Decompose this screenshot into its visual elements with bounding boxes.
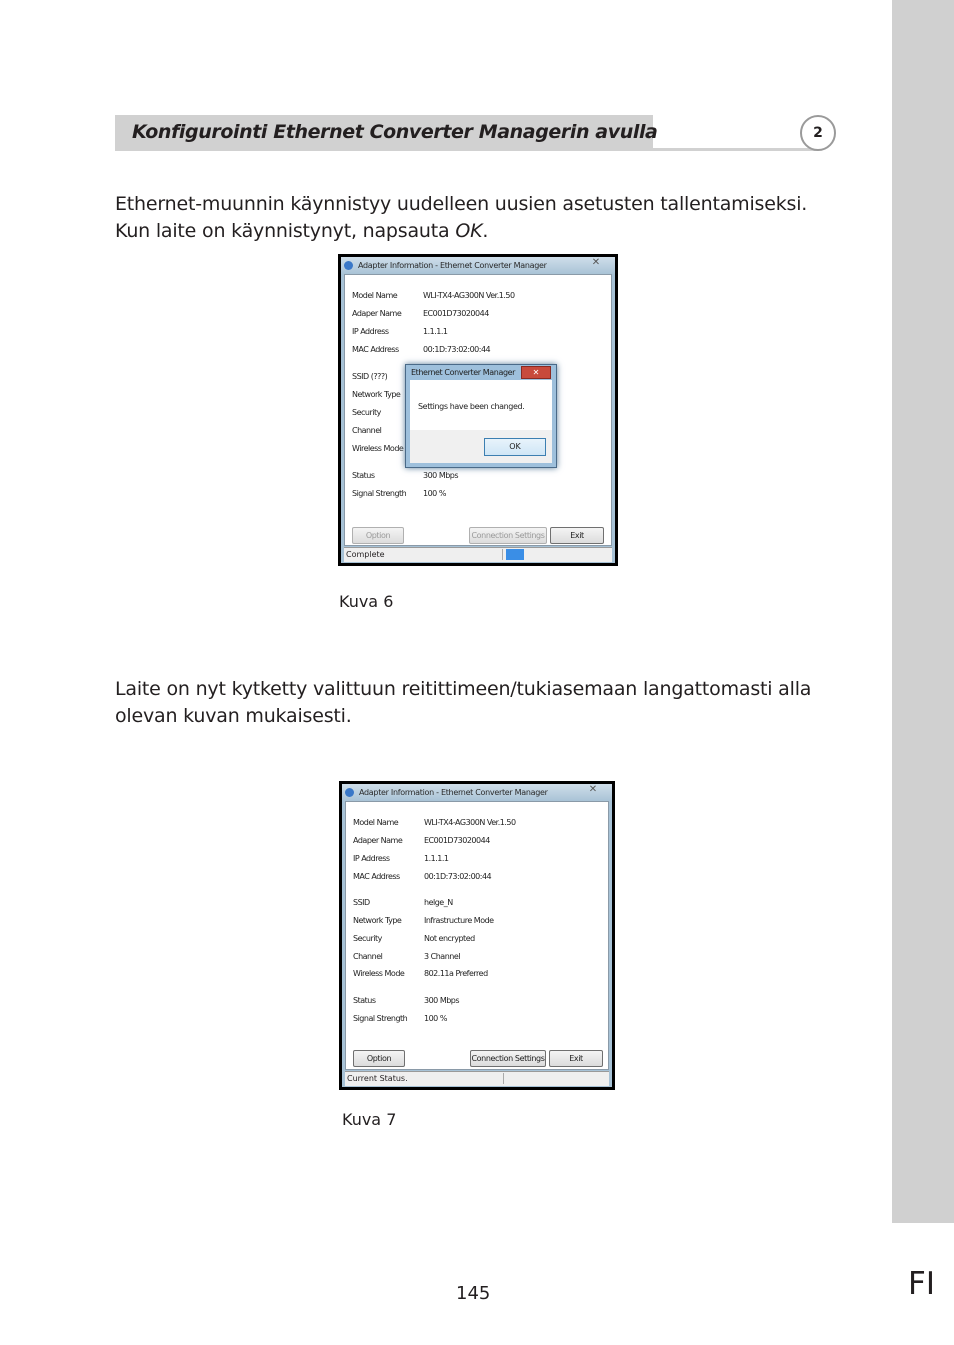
progress-indicator [506,549,524,560]
dialog-title: Ethernet Converter Manager [411,368,516,377]
chapter-badge: 2 [800,115,836,151]
field-value: 00:1D:73:02:00:44 [423,345,491,354]
field-value: 1.1.1.1 [424,854,449,863]
status-bar [345,1071,609,1086]
window-titlebar [341,257,615,274]
field-label: SSID (???) [352,372,388,381]
connection-settings-button[interactable]: Connection Settings [469,527,547,544]
dialog-footer [410,430,552,463]
figure-6-caption: Kuva 6 [339,592,394,611]
window-title: Adapter Information - Ethernet Converter Manager [358,261,547,270]
field-value: 300 Mbps [424,996,460,1005]
dialog-message: Settings have been changed. [418,402,525,411]
field-label: SSID [353,898,370,907]
section-title: Konfigurointi Ethernet Converter Managerin avulla [132,121,658,143]
field-label: IP Address [352,327,389,336]
header-rule [653,148,819,151]
window-client-area [345,801,609,1070]
connection-settings-button[interactable]: Connection Settings [470,1050,546,1067]
field-label: Model Name [353,818,399,827]
app-icon [345,788,354,797]
window-titlebar [342,784,612,801]
field-label: Network Type [353,916,402,925]
figure-7-screenshot [339,781,615,1090]
field-value: 3 Channel [424,952,460,961]
field-value: helge_N [424,898,453,907]
field-label: MAC Address [352,345,399,354]
window-title: Adapter Information - Ethernet Converter Manager [359,788,548,797]
field-label: Channel [352,426,382,435]
field-value: EC001D73020044 [423,309,489,318]
field-label: Adaper Name [353,836,403,845]
status-text: Current Status. [347,1074,408,1083]
close-icon[interactable]: ✕ [591,257,601,268]
paragraph-1-text: Kun laite on käynnistynyt, napsauta [115,220,456,242]
paragraph-2-line-1: Laite on nyt kytketty valittuun reitittimeen/tukiasemaan langattomasti alla [115,678,812,700]
figure-6-screenshot [338,254,618,566]
field-label: IP Address [353,854,390,863]
field-label: Signal Strength [352,489,407,498]
field-value: 100 % [424,1014,447,1023]
option-button[interactable]: Option [353,1050,405,1067]
field-value: WLI-TX4-AG300N Ver.1.50 [423,291,515,300]
adapter-info-window [341,257,615,563]
field-label: Security [353,934,382,943]
ok-emphasis: OK [455,220,483,242]
field-value: Not encrypted [424,934,475,943]
progress-cell [503,1073,604,1084]
field-label: Status [352,471,375,480]
field-label: Channel [353,952,383,961]
field-label: MAC Address [353,872,400,881]
adapter-info-window [342,784,612,1087]
figure-7-caption: Kuva 7 [342,1110,397,1129]
field-value: 00:1D:73:02:00:44 [424,872,492,881]
paragraph-1-period: . [482,220,489,242]
dialog-close-icon[interactable]: ✕ [521,366,551,379]
field-label: Wireless Mode [352,444,404,453]
status-bar [344,547,612,562]
field-label: Wireless Mode [353,969,405,978]
status-text: Complete [346,550,385,559]
field-label: Security [352,408,381,417]
field-label: Status [353,996,376,1005]
field-label: Model Name [352,291,398,300]
field-value: 100 % [423,489,446,498]
field-value: 802.11a Preferred [424,969,488,978]
settings-changed-dialog [405,364,557,468]
field-value: 1.1.1.1 [423,327,448,336]
exit-button[interactable]: Exit [549,1050,603,1067]
page-number: 145 [456,1283,491,1304]
close-icon[interactable]: ✕ [588,784,598,795]
language-code: FI [908,1266,935,1302]
field-value: EC001D73020044 [424,836,490,845]
app-icon [344,261,353,270]
field-value: WLI-TX4-AG300N Ver.1.50 [424,818,516,827]
paragraph-1-line-1: Ethernet-muunnin käynnistyy uudelleen uusien asetusten tallentamiseksi. [115,193,808,215]
dialog-body [410,380,552,430]
paragraph-2-line-2: olevan kuvan mukaisesti. [115,705,352,727]
paragraph-1-line-2 [115,218,488,245]
field-label: Adaper Name [352,309,402,318]
field-label: Network Type [352,390,401,399]
field-value: 300 Mbps [423,471,459,480]
ok-button[interactable]: OK [484,438,546,456]
field-value: Infrastructure Mode [424,916,494,925]
option-button[interactable]: Option [352,527,404,544]
side-strip [892,0,954,1223]
exit-button[interactable]: Exit [550,527,604,544]
field-label: Signal Strength [353,1014,408,1023]
